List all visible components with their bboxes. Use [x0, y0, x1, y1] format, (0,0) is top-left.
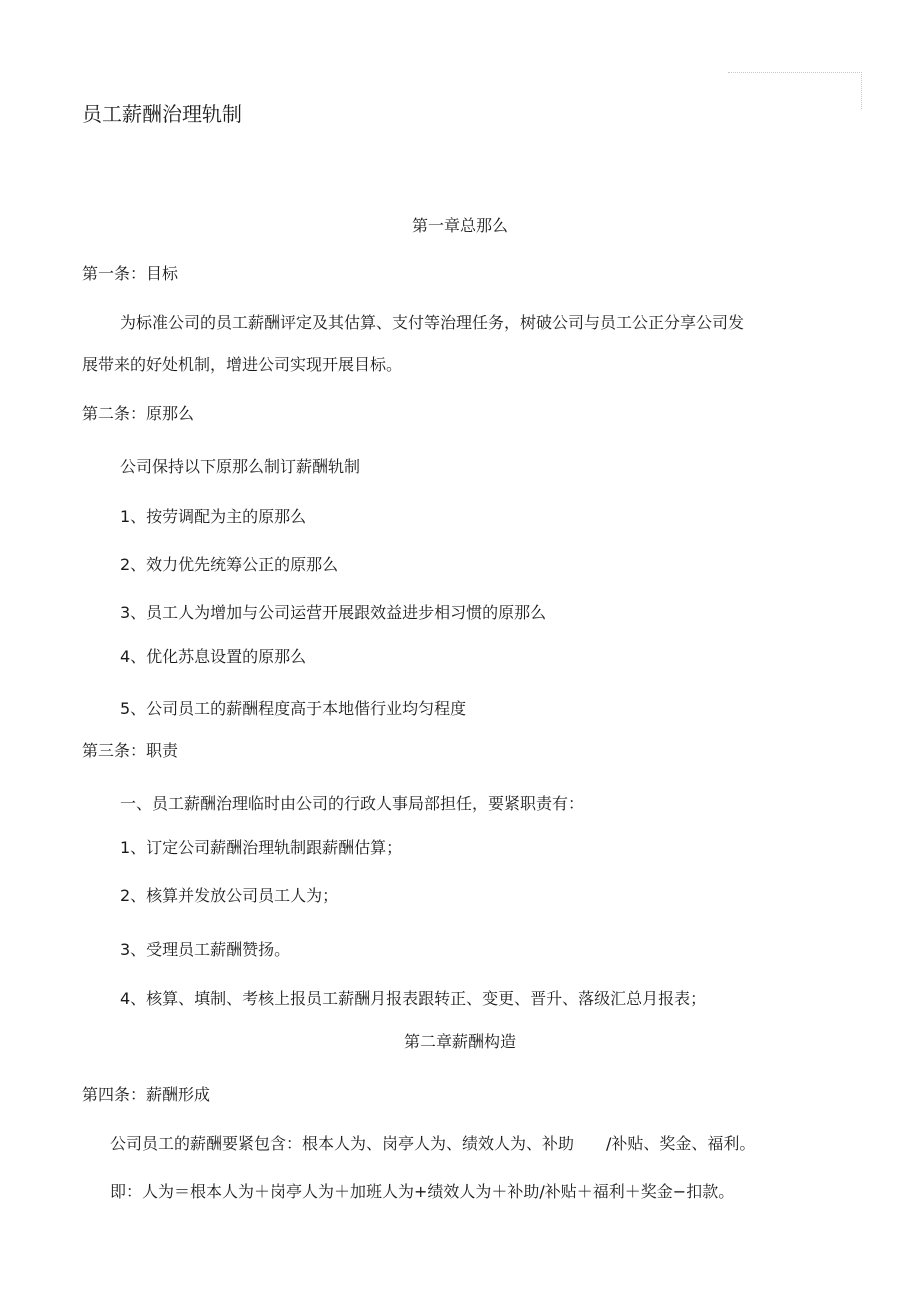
article-2-item-2: 2、效力优先统筹公正的原那么 [120, 555, 339, 574]
chapter-1-heading: 第一章总那么 [411, 216, 508, 235]
article-2-intro: 公司保持以下原那么制订薪酬轨制 [120, 457, 361, 476]
article-2-item-1: 1、按劳调配为主的原那么 [120, 507, 307, 526]
document-title: 员工薪酬治理轨制 [82, 102, 242, 126]
article-3-item-3: 3、受理员工薪酬赞扬。 [120, 940, 291, 959]
article-2-item-3: 3、员工人为增加与公司运营开展跟效益进步相习惯的原那么 [120, 603, 547, 622]
article-1-paragraph-line-2: 展带来的好处机制，增进公司实现开展目标。 [82, 355, 403, 374]
corner-frame-mark [728, 72, 862, 109]
chapter-2-heading: 第二章薪酬构造 [403, 1032, 516, 1051]
article-3-item-2: 2、核算并发放公司员工人为； [120, 886, 339, 905]
article-3-item-1: 1、订定公司薪酬治理轨制跟薪酬估算； [120, 838, 403, 857]
article-3-item-4: 4、核算、填制、考核上报员工薪酬月报表跟转正、变更、晋升、落级汇总月报表； [120, 989, 707, 1008]
article-1-paragraph-line-1: 为标准公司的员工薪酬评定及其估算、支付等治理任务，树破公司与员工公正分享公司发 [120, 313, 745, 332]
article-1-heading: 第一条：目标 [82, 264, 179, 283]
article-4-heading: 第四条：薪酬形成 [82, 1085, 211, 1104]
article-4-line-1: 公司员工的薪酬要紧包含：根本人为、岗亭人为、绩效人为、补助 /补贴、奖金、福利。 [110, 1134, 756, 1153]
article-4-line-2: 即：人为＝根本人为＋岗亭人为＋加班人为+绩效人为＋补助/补贴＋福利＋奖金−扣款。 [110, 1182, 735, 1201]
article-2-item-5: 5、公司员工的薪酬程度高于本地偕行业均匀程度 [120, 699, 467, 718]
article-3-heading: 第三条：职责 [82, 741, 179, 760]
article-2-heading: 第二条：原那么 [82, 404, 195, 423]
article-2-item-4: 4、优化苏息设置的原那么 [120, 647, 307, 666]
article-3-intro: 一、员工薪酬治理临时由公司的行政人事局部担任，要紧职责有： [120, 794, 585, 813]
